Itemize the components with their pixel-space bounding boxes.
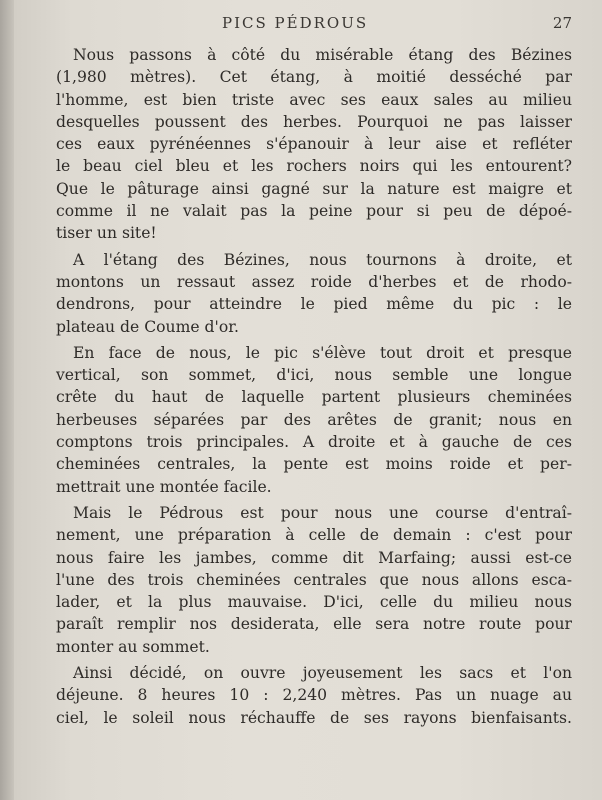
text-line: mettrait une montée facile. <box>56 477 272 496</box>
text-line: nement, une préparation à celle de demain : c'est pour <box>56 526 572 545</box>
text-line: En face de nous, le pic s'élève tout droit et presque <box>73 343 572 362</box>
text-line: desquelles poussent des herbes. Pourquoi ne pas laisser <box>56 112 572 131</box>
running-head <box>0 14 602 38</box>
text-line: cheminées centrales, la pente est moins roide et per- <box>56 455 572 474</box>
text-line: paraît remplir nos desiderata, elle sera notre route pour <box>56 615 572 634</box>
text-line: plateau de Coume d'or. <box>56 317 239 336</box>
text-line: montons un ressaut assez roide d'herbes et de rhodo- <box>56 272 572 291</box>
text-line: A l'étang des Bézines, nous tournons à droite, et <box>73 250 572 269</box>
text-line: Nous passons à côté du misérable étang des Bézines <box>73 46 572 64</box>
book-gutter <box>0 0 14 800</box>
text-line: l'une des trois cheminées centrales que nous allons esca- <box>56 570 572 589</box>
text-line: monter au sommet. <box>56 637 210 656</box>
paragraph <box>56 342 572 498</box>
paragraph <box>56 44 572 245</box>
text-line: ciel, le soleil nous réchauffe de ses rayons bienfaisants. <box>56 708 572 727</box>
text-line: lader, et la plus mauvaise. D'ici, celle du milieu nous <box>56 593 572 612</box>
text-line: Ainsi décidé, on ouvre joyeusement les sacs et l'on <box>73 664 572 683</box>
text-line: nous faire les jambes, comme dit Marfaing; aussi est-ce <box>56 548 572 567</box>
paragraph <box>56 249 572 338</box>
running-title: PICS PÉDROUS <box>222 14 369 32</box>
text-line: tiser un site! <box>56 224 157 243</box>
text-line: Mais le Pédrous est pour nous une course d'entraî- <box>73 503 572 522</box>
text-line: vertical, son sommet, d'ici, nous semble une longue <box>56 366 572 385</box>
text-line: comme il ne valait pas la peine pour si peu de dépoé- <box>56 202 572 221</box>
page-number: 27 <box>552 14 572 32</box>
paragraph <box>56 502 572 658</box>
paragraph <box>56 662 572 729</box>
text-line: crête du haut de laquelle partent plusieurs cheminées <box>56 388 572 407</box>
text-line: (1,980 mètres). Cet étang, à moitié desséché par <box>56 68 572 87</box>
text-line: dendrons, pour atteindre le pied même du pic : le <box>56 295 572 314</box>
text-line: Que le pâturage ainsi gagné sur la nature est maigre et <box>56 179 572 198</box>
text-line: déjeune. 8 heures 10 : 2,240 mètres. Pas un nuage au <box>56 686 572 705</box>
text-line: ces eaux pyrénéennes s'épanouir à leur aise et refléter <box>56 135 572 154</box>
text-line: l'homme, est bien triste avec ses eaux sales au milieu <box>56 90 572 109</box>
text-line: le beau ciel bleu et les rochers noirs qui les entourent? <box>56 157 572 176</box>
text-line: comptons trois principales. A droite et à gauche de ces <box>56 433 572 452</box>
text-line: herbeuses séparées par des arêtes de granit; nous en <box>56 410 572 429</box>
body-text <box>56 44 572 729</box>
